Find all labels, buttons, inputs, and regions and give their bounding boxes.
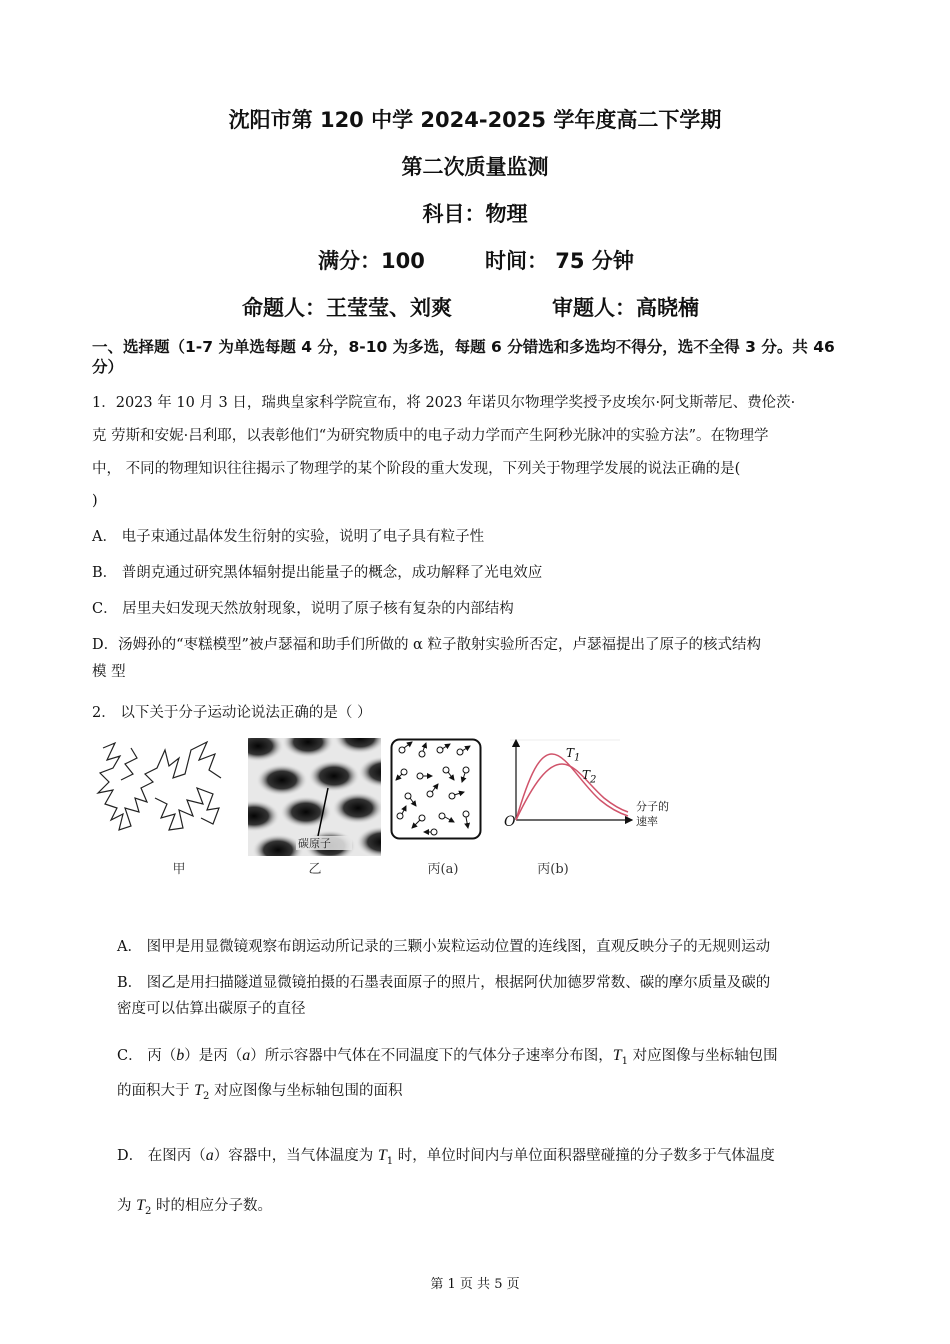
q2-option-b-line2: 密度可以估算出碳原子的直径 (117, 1001, 306, 1017)
exam-time: 时间： 75 分钟 (485, 249, 634, 273)
q1-line1: 1．2023 年 10 月 3 日，瑞典皇家科学院宣布，将 2023 年诺贝尔物理学奖授予皮埃尔·阿戈斯蒂尼、费伦茨· (92, 395, 796, 411)
gas-container-figure (390, 738, 482, 840)
graph-origin-label: O (504, 814, 516, 830)
q1-line4: ) (92, 493, 98, 509)
speed-distribution-graph (500, 732, 680, 837)
q2-stem: 2． 以下关于分子运动论说法正确的是（ ） (92, 705, 372, 721)
section-heading: 一、选择题（1-7 为单选每题 4 分，8-10 为多选，每题 6 分错选和多选均不得分，选不全得 3 分。共 46 分） (92, 338, 835, 376)
caption-bing-a: 丙(a) (427, 862, 459, 877)
setter: 命题人：王莹莹、刘爽 (242, 296, 452, 320)
q1-option-b: B． 普朗克通过研究黑体辐射提出能量子的概念，成功解释了光电效应 (92, 565, 543, 581)
graph-xlabel-line2: 速率 (636, 815, 658, 828)
q1-line2: 克 劳斯和安妮·吕利耶，以表彰他们“为研究物质中的电子动力学而产生阿秒光脉冲的实验方法”。在物理学 (92, 428, 769, 444)
graph-t2-label: $T_2$ (582, 768, 597, 786)
q2-option-d-line1: D． 在图丙（a）容器中，当气体温度为 $T_1$ 时，单位时间内与单位面积器壁碰撞的分子数多于气体温度 (117, 1147, 775, 1167)
exam-title-line1: 沈阳市第 120 中学 2024-2025 学年度高二下学期 (228, 108, 722, 132)
full-score: 满分：100 (318, 249, 425, 273)
q1-line3: 中， 不同的物理知识往往揭示了物理学的某个阶段的重大发现，下列关于物理学发展的说法正确的是( (92, 461, 741, 477)
graph-t1-label: $T_1$ (566, 746, 581, 764)
graphite-stm-image (248, 738, 381, 856)
score-time-row (0, 245, 950, 275)
graph-xlabel-line1: 分子的 (636, 800, 669, 813)
carbon-atom-label: 碳原子 (298, 837, 331, 850)
page-number: 第 1 页 共 5 页 (430, 1277, 520, 1292)
caption-yi: 乙 (308, 862, 322, 877)
exam-title-line2: 第二次质量监测 (401, 155, 549, 179)
q2-option-b-line1: B． 图乙是用扫描隧道显微镜拍摄的石墨表面原子的照片，根据阿伏加德罗常数、碳的摩尔质量及碳的 (117, 975, 771, 991)
q2-option-d-line2: 为 $T_2$ 时的相应分子数。 (117, 1197, 272, 1217)
q1-option-a: A． 电子束通过晶体发生衍射的实验，说明了电子具有粒子性 (92, 529, 485, 545)
brownian-motion-figure (95, 738, 225, 838)
reviewer: 审题人：高晓楠 (552, 296, 699, 320)
q1-option-d-line1: D．汤姆孙的“枣糕模型”被卢瑟福和助手们所做的 α 粒子散射实验所否定，卢瑟福提出了原子的核式结构 (92, 637, 761, 653)
q2-option-c-line2: 的面积大于 $T_2$ 对应图像与坐标轴包围的面积 (117, 1082, 403, 1102)
q1-option-d-line2: 模 型 (92, 664, 126, 680)
caption-bing-b: 丙(b) (537, 862, 569, 877)
q2-option-a: A． 图甲是用显微镜观察布朗运动所记录的三颗小炭粒运动位置的连线图，直观反映分子的无规则运动 (117, 939, 771, 955)
caption-jia: 甲 (172, 862, 186, 877)
q2-option-c-line1: C． 丙（b）是丙（a）所示容器中气体在不同温度下的气体分子速率分布图，$T_1$ 对应图像与坐标轴包围 (117, 1047, 778, 1067)
authors-row (0, 292, 950, 322)
subject-line: 科目：物理 (422, 202, 528, 226)
q1-option-c: C． 居里夫妇发现天然放射现象，说明了原子核有复杂的内部结构 (92, 601, 514, 617)
